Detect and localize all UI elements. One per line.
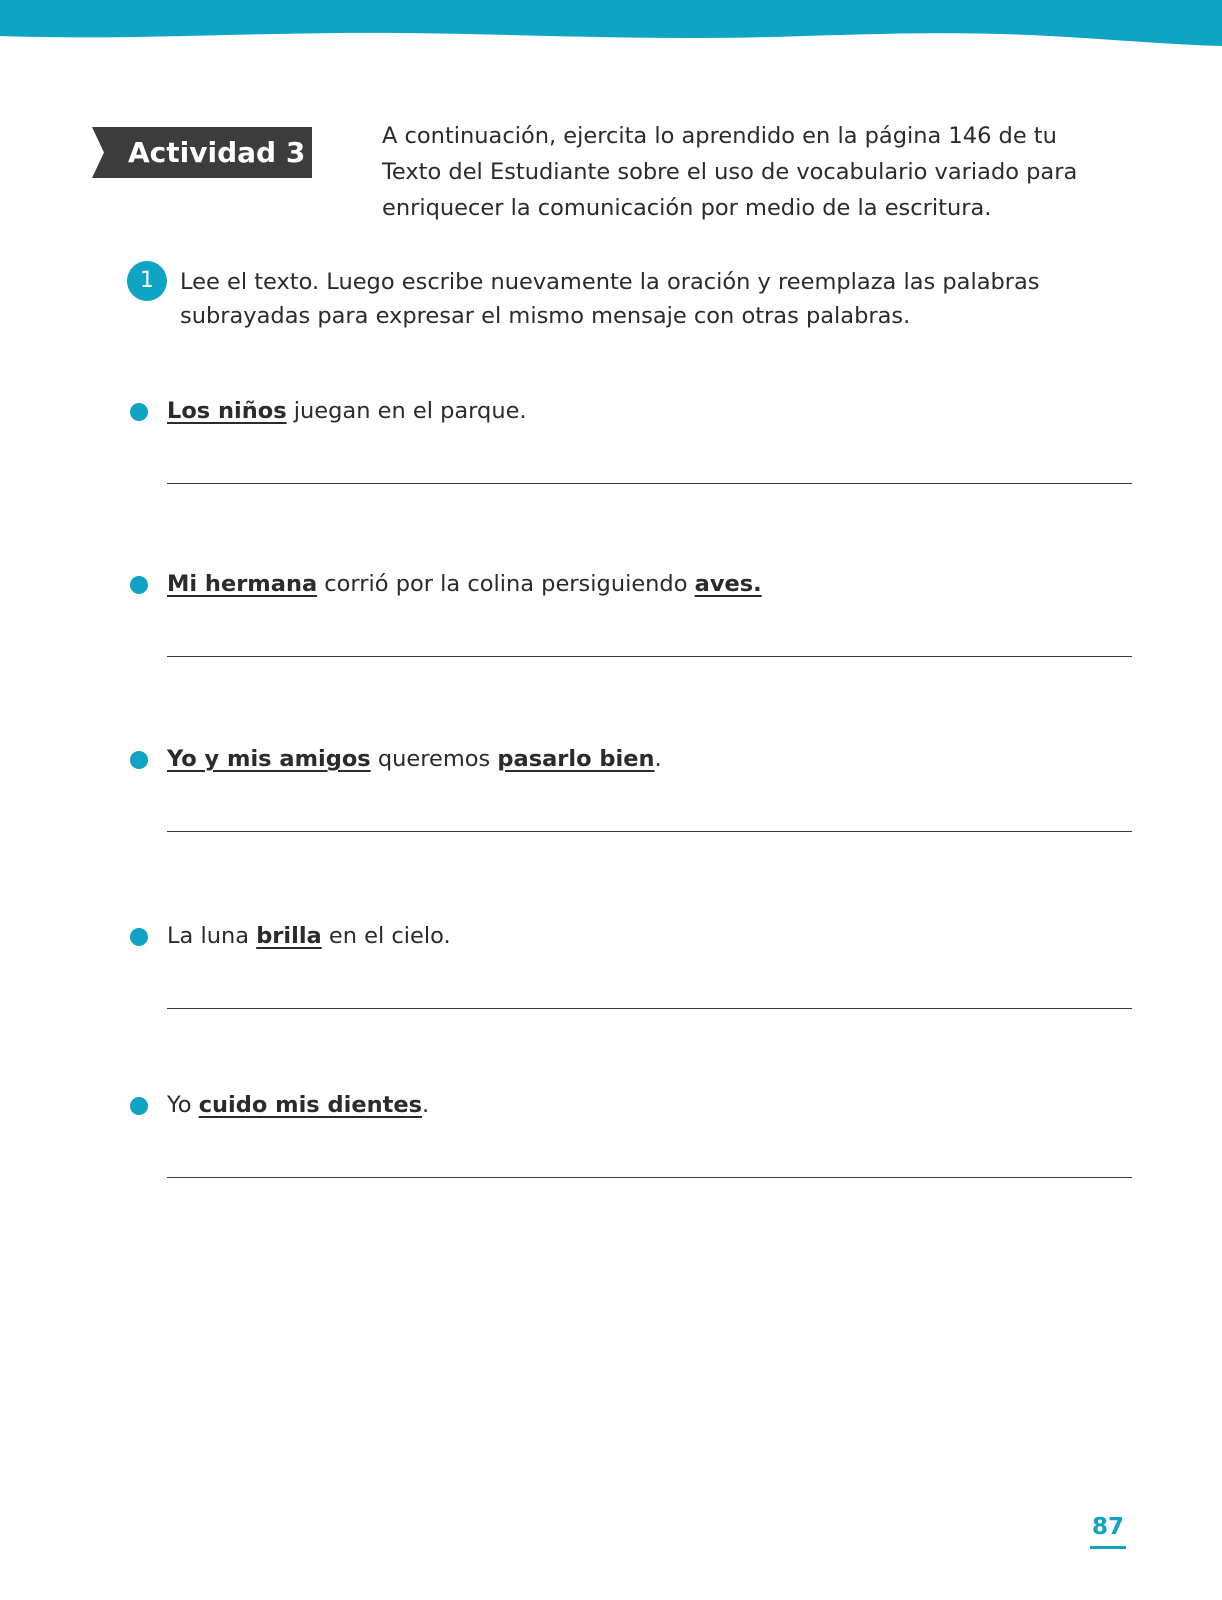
exercise-sentence <box>167 737 662 781</box>
answer-line[interactable] <box>167 831 1132 832</box>
sentence-text: . <box>654 746 662 772</box>
underlined-phrase: aves. <box>694 571 762 597</box>
activity-intro: A continuación, ejercita lo aprendido en la página 146 de tu Texto del Estudiante sobre el uso de vocabulario variado para enriquecer la comunicación por medio de la escritura. <box>382 123 1078 221</box>
bullet-icon <box>130 928 148 946</box>
exercise-sentence <box>167 1083 429 1127</box>
exercise-item <box>130 562 1132 662</box>
exercise-item <box>130 737 1132 837</box>
underlined-phrase: pasarlo bien <box>497 746 655 772</box>
answer-line[interactable] <box>167 1177 1132 1178</box>
answer-line[interactable] <box>167 1008 1132 1009</box>
bullet-icon <box>130 1097 148 1115</box>
exercise-sentence <box>167 562 762 606</box>
step-number-badge: 1 <box>127 261 167 301</box>
page-number: 87 <box>1091 1514 1124 1540</box>
exercise-sentence <box>167 389 527 433</box>
activity-badge <box>92 127 312 178</box>
sentence-text: Yo <box>167 1092 199 1118</box>
exercise-item <box>130 389 1132 489</box>
bullet-icon <box>130 576 148 594</box>
underlined-phrase: Mi hermana <box>167 571 318 597</box>
page-number-underline <box>1090 1546 1126 1549</box>
underlined-phrase: cuido mis dientes <box>198 1092 423 1118</box>
underlined-phrase: Los niños <box>167 398 287 424</box>
exercise-item <box>130 914 1132 1014</box>
answer-line[interactable] <box>167 483 1132 484</box>
answer-line[interactable] <box>167 656 1132 657</box>
bullet-icon <box>130 403 148 421</box>
sentence-text: en el cielo. <box>321 923 451 949</box>
sentence-text: queremos <box>370 746 498 772</box>
sentence-text: La luna <box>167 923 257 949</box>
sentence-text: . <box>422 1092 430 1118</box>
top-wave-banner <box>0 0 1222 60</box>
activity-title: Actividad 3 <box>128 136 306 169</box>
exercise-item <box>130 1083 1132 1183</box>
underlined-phrase: Yo y mis amigos <box>167 746 371 772</box>
underlined-phrase: brilla <box>256 923 322 949</box>
bullet-icon <box>130 751 148 769</box>
sentence-text: juegan en el parque. <box>286 398 527 424</box>
step-instruction: Lee el texto. Luego escribe nuevamente la oración y reemplaza las palabras subrayadas para expresar el mismo mensaje con otras palabras. <box>180 269 1040 329</box>
exercise-sentence <box>167 914 451 958</box>
sentence-text: corrió por la colina persiguiendo <box>317 571 695 597</box>
